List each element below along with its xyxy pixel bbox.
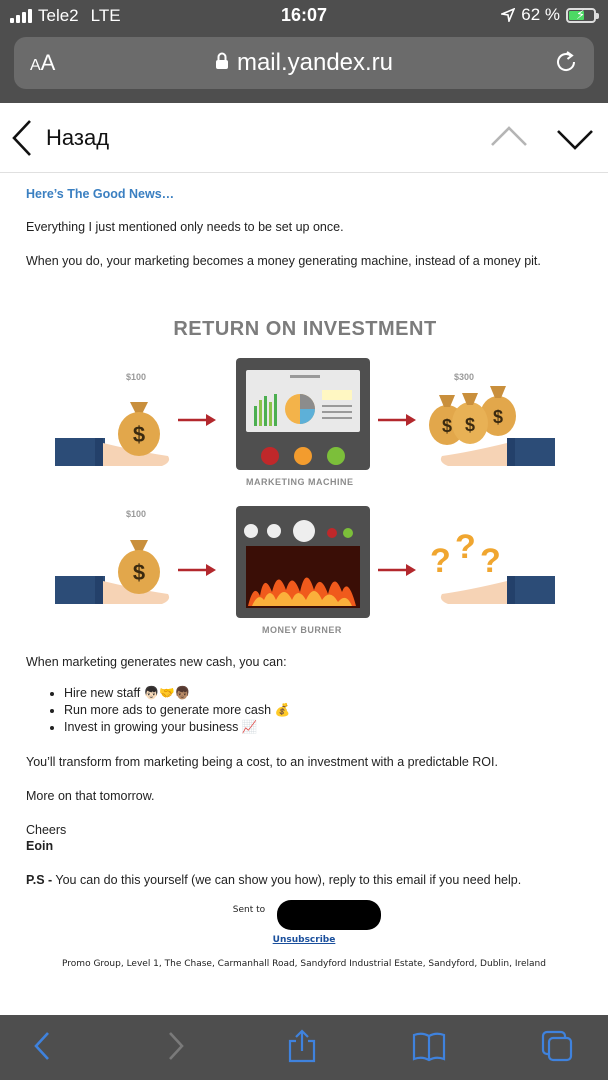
svg-text:?: ? <box>430 542 451 580</box>
money-burner <box>236 506 370 618</box>
list-item: • Invest in growing your business 📈 <box>64 719 586 736</box>
list-item: • Hire new staff 👦🏻🤝👦🏽 <box>64 685 586 702</box>
email-body <box>26 180 586 269</box>
caption-money-burner: MONEY BURNER <box>262 625 342 635</box>
location-arrow-icon <box>501 8 515 22</box>
chevron-left-icon <box>10 119 34 157</box>
ps-text: You can do this yourself (we can show you how), reply to this email if you need help. <box>52 873 522 887</box>
svg-text:?: ? <box>480 542 501 580</box>
battery-percent: 62 % <box>521 5 560 24</box>
url-display[interactable] <box>14 49 594 77</box>
postscript <box>26 872 586 888</box>
list-item: • Run more ads to generate more cash 💰 <box>64 702 586 719</box>
question-marks-icon <box>430 528 501 580</box>
hand-icon <box>441 438 555 466</box>
marketing-machine <box>236 358 370 470</box>
text-size-button[interactable]: AA <box>30 50 56 75</box>
money-bag-icon <box>118 402 160 456</box>
carrier-name: Tele2 <box>38 6 79 25</box>
paragraph: More on that tomorrow. <box>26 789 155 803</box>
svg-text:$: $ <box>132 422 146 447</box>
paragraph: When you do, your marketing becomes a money generating machine, instead of a money pit. <box>26 254 541 268</box>
signoff: Cheers <box>26 823 67 837</box>
network-type: LTE <box>90 6 121 25</box>
caption-marketing-machine: MARKETING MACHINE <box>246 477 354 487</box>
svg-text:$: $ <box>464 415 476 435</box>
reload-icon[interactable] <box>552 48 580 76</box>
next-message-button[interactable] <box>556 127 594 151</box>
back-label: Назад <box>46 125 110 150</box>
infographic-title: RETURN ON INVESTMENT <box>173 318 437 340</box>
amount-label: $100 <box>126 509 147 519</box>
section-heading: Here’s The Good News… <box>26 187 175 201</box>
sent-to-label: Sent to <box>232 905 266 915</box>
paragraph: Everything I just mentioned only needs to be set up once. <box>26 220 344 234</box>
browser-chrome <box>0 0 608 103</box>
paragraph: You’ll transform from marketing being a cost, to an investment with a predictable ROI. <box>26 755 498 769</box>
unsubscribe-link[interactable]: Unsubscribe <box>272 935 336 945</box>
money-bag-icon <box>118 540 160 594</box>
arrow-icon <box>378 414 416 426</box>
browser-toolbar <box>0 1015 608 1080</box>
previous-message-button[interactable] <box>490 125 528 149</box>
infographic-drawing <box>50 310 560 640</box>
redacted-email <box>277 900 381 930</box>
battery-icon: ⚡ <box>566 8 596 23</box>
signature: Eoin <box>26 839 54 853</box>
clock: 16:07 <box>280 5 328 25</box>
url-text: mail.yandex.ru <box>236 49 394 76</box>
roi-infographic <box>50 310 560 640</box>
email-footer <box>0 905 608 969</box>
benefit-list <box>64 685 586 736</box>
back-button[interactable] <box>10 119 109 157</box>
address-bar[interactable] <box>14 37 594 89</box>
ps-label: P.S - <box>26 873 53 887</box>
amount-label: $300 <box>454 372 475 382</box>
money-bags-icon <box>429 386 516 445</box>
svg-text:$: $ <box>492 407 504 427</box>
arrow-icon <box>178 414 216 426</box>
bookmarks-icon[interactable] <box>412 1029 446 1063</box>
svg-text:$: $ <box>441 416 453 436</box>
forward-icon[interactable] <box>158 1029 192 1063</box>
svg-text:$: $ <box>132 560 146 585</box>
svg-text:?: ? <box>455 528 476 566</box>
status-bar <box>0 0 608 32</box>
share-icon[interactable] <box>285 1029 319 1063</box>
paragraph: When marketing generates new cash, you can: <box>26 655 287 669</box>
mail-header <box>0 103 608 173</box>
lock-icon <box>215 52 229 75</box>
email-body-continued <box>26 655 586 888</box>
company-address: Promo Group, Level 1, The Chase, Carmanhall Road, Sandyford Industrial Estate, Sandyford, Dublin, Ireland <box>62 959 546 969</box>
hand-icon <box>441 576 555 604</box>
arrow-icon <box>178 564 216 576</box>
back-icon[interactable] <box>26 1029 60 1063</box>
tabs-icon[interactable] <box>540 1029 574 1063</box>
amount-label: $100 <box>126 372 147 382</box>
arrow-icon <box>378 564 416 576</box>
